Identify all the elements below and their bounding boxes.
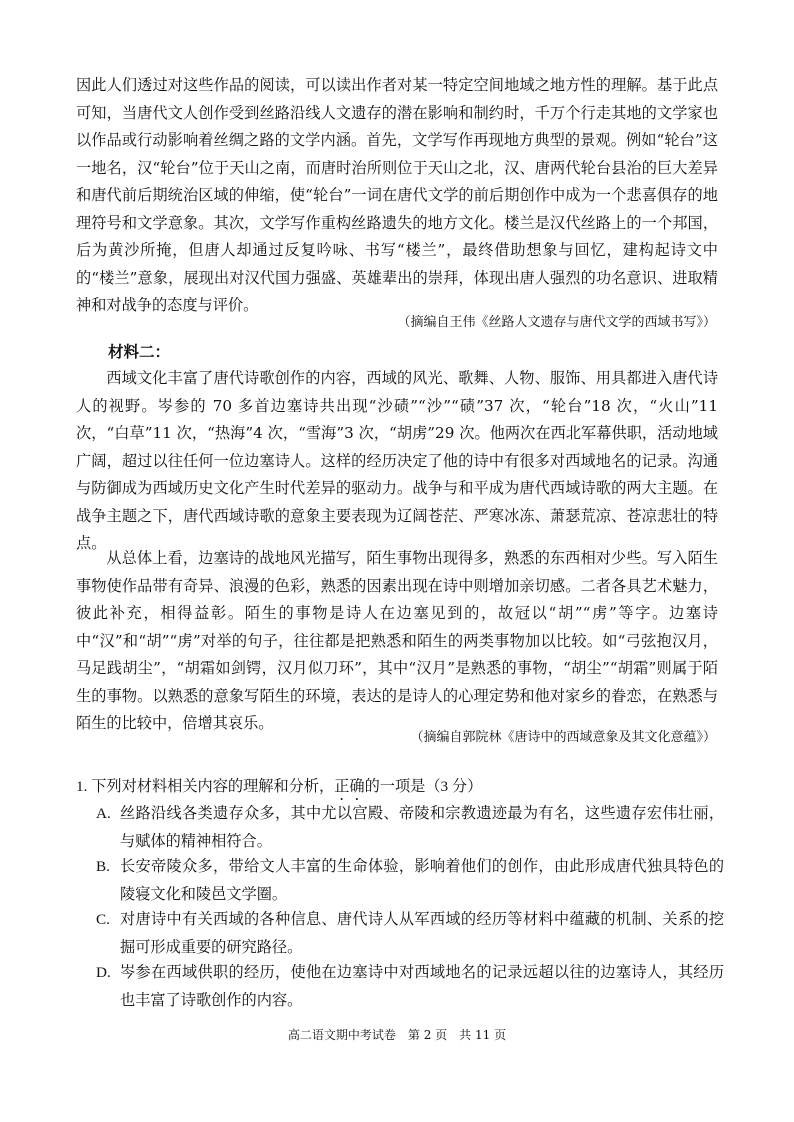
material2-paragraph-1: 西域文化丰富了唐代诗歌创作的内容，西域的风光、歌舞、人物、服饰、用具都进入唐代诗人的视野。岑参的 70 多首边塞诗共出现“沙碛”“沙”“碛”37 次，“轮台”18 次，“火山”11 次，“白草”11 次，“热海”4 次，“雪海”3 次，“胡虏”29 次。他两次在西北军幕供职，活动地域广阔，超过以往任何一位边塞诗人。这样的经历决定了他的诗中有很多对西域地名的记录。沟通与防御成为西域历史文化产生时代差异的驱动力。战争与和平成为唐代西域诗歌的两大主题。在战争主题之下，唐代西域诗歌的意象主要表现为辽阔苍茫、严寒冰冻、萧瑟荒凉、苍凉悲壮的特点。	[76, 369, 718, 552]
passage1-paragraph: 因此人们透过对这些作品的阅读，可以读出作者对某一特定空间地域之地方性的理解。基于此点可知，当唐代文人创作受到丝路沿线人文遗存的潜在影响和制约时，千万个行走其地的文学家也以作品或行动影响着丝绸之路的文学内涵。首先，文学写作再现地方典型的景观。例如“轮台”这一地名，汉“轮台”位于天山之南，而唐时治所则位于天山之北，汉、唐两代轮台县治的巨大差异和唐代前后期统治区域的伸缩，使“轮台”一词在唐代文学的前后期创作中成为一个悲喜俱存的地理符号和文学意象。其次，文学写作重构丝路遗失的地方文化。楼兰是汉代丝路上的一个邦国，后为黄沙所掩，但唐人却通过反复吟咏、书写“楼兰”，最终借助想象与回忆，建构起诗文中的“楼兰”意象，展现出对汉代国力强盛、英雄辈出的崇拜，体现出唐人强烈的功名意识、进取精神和对战争的态度与评价。	[76, 76, 718, 314]
page-footer: 高二语文期中考试卷 第 2 页 共 11 页	[287, 1028, 507, 1042]
material2-paragraph-2: 从总体上看，边塞诗的战地风光描写，陌生事物出现得多，熟悉的东西相对少些。写入陌生事物使作品带有奇异、浪漫的色彩，熟悉的因素出现在诗中则增加亲切感。二者各具艺术魅力，彼此补充，相得益彰。陌生的事物是诗人在边塞见到的，故冠以“胡”“虏”等字。边塞诗中“汉”和“胡”“虏”对举的句子，往往都是把熟悉和陌生的两类事物加以比较。如“弓弦抱汉月，马足践胡尘”，“胡霜如剑锷，汉月似刀环”，其中“汉月”是熟悉的事物，“胡尘”“胡霜”则属于陌生的事物。以熟悉的意象写陌生的环境，表达的是诗人的心理定势和他对家乡的眷恋，在熟悉与陌生的比较中，倍增其哀乐。	[76, 549, 718, 732]
question-stem-after: 的一项是（3 分）	[364, 778, 483, 795]
question-stem-before: 1. 下列对材料相关内容的理解和分析，	[76, 778, 335, 795]
option-text: 对唐诗中有关西域的各种信息、唐代诗人从军西域的经历等材料中蕴藏的机制、关系的挖掘可形成重要的研究路径。	[120, 911, 724, 956]
material2-heading: 材料二：	[108, 342, 171, 361]
option-b	[96, 853, 724, 908]
option-d	[96, 959, 724, 1014]
option-letter: C.	[96, 911, 110, 928]
option-letter: B.	[96, 858, 110, 875]
option-text: 岑参在西域供职的经历，使他在边塞诗中对西域地名的记录远超以往的边塞诗人，其经历也丰富了诗歌创作的内容。	[120, 964, 724, 1009]
option-a	[96, 800, 724, 855]
option-letter: D.	[96, 964, 111, 981]
option-text: 长安帝陵众多，带给文人丰富的生命体验，影响着他们的创作，由此形成唐代独具特色的陵寝文化和陵邑文学圈。	[120, 858, 724, 903]
material2-source: （摘编自郭院林《唐诗中的西域意象及其文化意蕴》）	[410, 730, 716, 745]
option-c	[96, 906, 724, 961]
passage1-source: （摘编自王伟《丝路人文遗存与唐代文学的西域书写》）	[397, 315, 716, 330]
option-text: 丝路沿线各类遗存众多，其中尤以宫殿、帝陵和宗教遗迹最为有名，这些遗存宏伟壮丽，与赋体的精神相符合。	[120, 805, 724, 850]
question-stem-emphasis: 正确	[334, 778, 365, 795]
option-letter: A.	[96, 805, 111, 822]
